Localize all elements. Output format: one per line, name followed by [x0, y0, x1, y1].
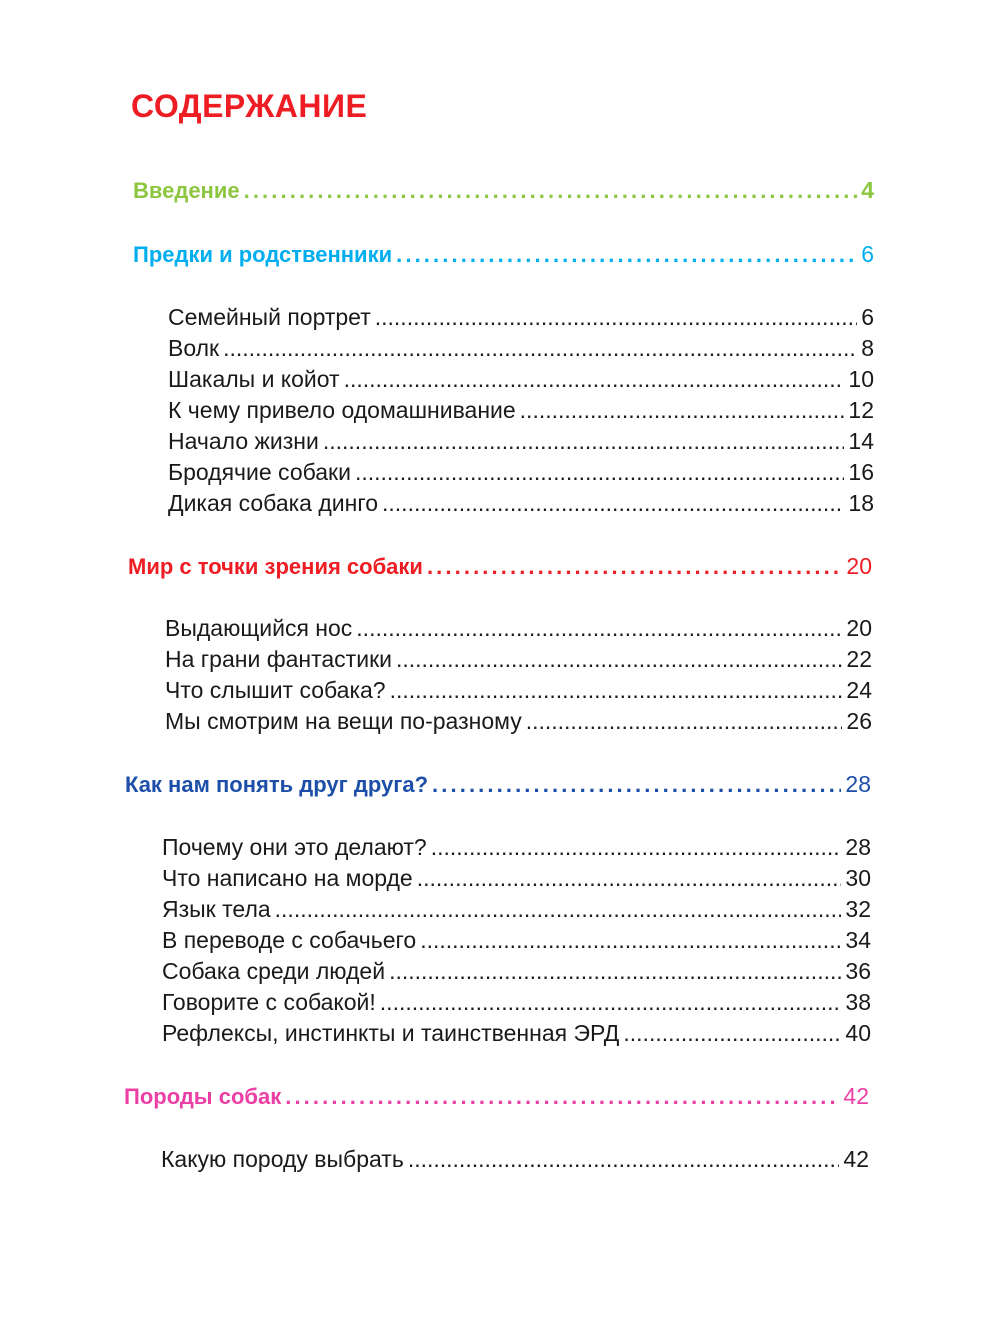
dot-leader [344, 362, 845, 396]
dot-leader [432, 768, 841, 802]
toc-item-label: Рефлексы, инстинкты и таинственная ЭРД [162, 1020, 620, 1046]
toc-item-label: Какую породу выбрать [161, 1146, 404, 1172]
toc-item-label: Волк [168, 335, 220, 361]
toc-section-label: Мир с точки зрения собаки [128, 554, 423, 579]
toc-section-world[interactable] [128, 549, 872, 583]
dot-leader [396, 238, 857, 272]
toc-item[interactable] [161, 1142, 869, 1176]
toc-item-label: Собака среди людей [162, 958, 386, 984]
toc-page-number: 40 [845, 1020, 871, 1046]
toc-page-number: 10 [848, 366, 874, 392]
dot-leader [417, 861, 842, 895]
toc-item[interactable] [168, 424, 874, 458]
toc-item-label: Начало жизни [168, 428, 319, 454]
toc-item-label: Что написано на морде [162, 865, 413, 891]
dot-leader [396, 642, 842, 676]
toc-page-number: 26 [846, 708, 872, 734]
toc-item[interactable] [168, 331, 874, 365]
toc-section-label: Предки и родственники [133, 242, 393, 267]
toc-item-label: В переводе с собачьего [162, 927, 417, 953]
toc-page-number: 12 [848, 397, 874, 423]
toc-page-number: 28 [845, 771, 871, 797]
dot-leader [427, 550, 842, 584]
dot-leader [355, 455, 844, 489]
dot-leader [431, 830, 842, 864]
toc-item[interactable] [165, 704, 872, 738]
toc-page-number: 42 [843, 1083, 869, 1109]
dot-leader [223, 331, 857, 365]
dot-leader [356, 611, 842, 645]
toc-item[interactable] [168, 362, 874, 396]
toc-item-label: Шакалы и койот [168, 366, 340, 392]
toc-section-intro[interactable] [133, 173, 874, 207]
toc-item-label: Бродячие собаки [168, 459, 351, 485]
toc-item[interactable] [168, 300, 874, 334]
dot-leader [623, 1016, 841, 1050]
toc-page-number: 42 [843, 1146, 869, 1172]
toc-page-number: 38 [845, 989, 871, 1015]
toc-section-label: Введение [133, 178, 240, 203]
toc-item[interactable] [168, 486, 874, 520]
dot-leader [380, 985, 842, 1019]
toc-item-label: Выдающийся нос [165, 615, 353, 641]
toc-item[interactable] [162, 861, 871, 895]
toc-section-label: Породы собак [124, 1084, 282, 1109]
toc-page-number: 34 [845, 927, 871, 953]
dot-leader [275, 892, 842, 926]
toc-section-ancestors[interactable] [133, 237, 874, 271]
dot-leader [382, 486, 844, 520]
toc-item[interactable] [162, 1016, 871, 1050]
toc-item[interactable] [162, 985, 871, 1019]
page-title: СОДЕРЖАНИЕ [131, 88, 368, 124]
toc-item[interactable] [168, 455, 874, 489]
toc-page-number: 24 [846, 677, 872, 703]
dot-leader [285, 1080, 839, 1114]
toc-page-number: 14 [848, 428, 874, 454]
dot-leader [390, 673, 843, 707]
toc-section-breeds[interactable] [124, 1079, 869, 1113]
toc-item[interactable] [162, 892, 871, 926]
toc-item[interactable] [168, 393, 874, 427]
toc-item-label: Что слышит собака? [165, 677, 386, 703]
dot-leader [389, 954, 841, 988]
toc-page-number: 22 [846, 646, 872, 672]
toc-page-number: 32 [845, 896, 871, 922]
toc-item[interactable] [162, 954, 871, 988]
dot-leader [520, 393, 845, 427]
toc-item[interactable] [162, 830, 871, 864]
toc-page-number: 30 [845, 865, 871, 891]
toc-page-number: 20 [846, 553, 872, 579]
toc-item[interactable] [162, 923, 871, 957]
toc-item-label: Язык тела [162, 896, 271, 922]
toc-item-label: Почему они это делают? [162, 834, 427, 860]
dot-leader [323, 424, 845, 458]
toc-page-number: 6 [861, 241, 874, 267]
toc-page-number: 8 [861, 335, 874, 361]
toc-section-understand[interactable] [125, 767, 871, 801]
toc-page-number: 4 [861, 177, 874, 203]
dot-leader [526, 704, 843, 738]
dot-leader [408, 1142, 840, 1176]
dot-leader [420, 923, 841, 957]
toc-page-number: 20 [846, 615, 872, 641]
toc-item-label: Дикая собака динго [168, 490, 379, 516]
toc-section-label: Как нам понять друг друга? [125, 772, 429, 797]
dot-leader [244, 174, 858, 208]
toc-item-label: К чему привело одомашнивание [168, 397, 516, 423]
toc-item[interactable] [165, 673, 872, 707]
toc-page-number: 36 [845, 958, 871, 984]
toc-item-label: Говорите с собакой! [162, 989, 376, 1015]
toc-page-number: 16 [848, 459, 874, 485]
toc-item[interactable] [165, 611, 872, 645]
toc-item[interactable] [165, 642, 872, 676]
toc-item-label: Мы смотрим на вещи по-разному [165, 708, 522, 734]
toc-page-number: 6 [861, 304, 874, 330]
toc-item-label: Семейный портрет [168, 304, 371, 330]
dot-leader [375, 300, 857, 334]
toc-item-label: На грани фантастики [165, 646, 392, 672]
toc-page-number: 18 [848, 490, 874, 516]
toc-page-number: 28 [845, 834, 871, 860]
